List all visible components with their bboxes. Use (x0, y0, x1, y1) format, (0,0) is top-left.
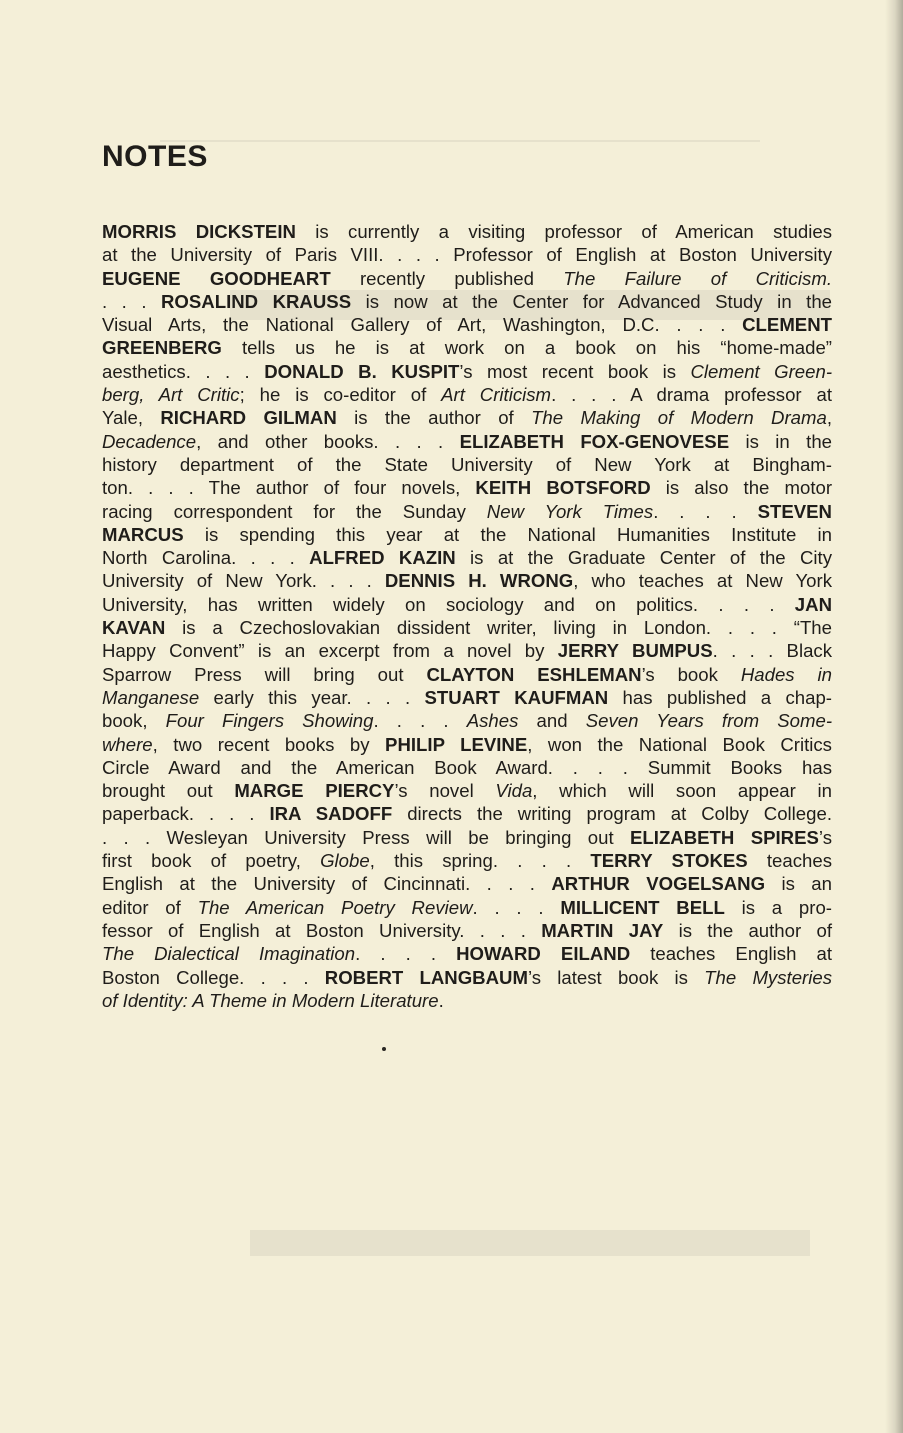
note-text: . . . . (373, 710, 467, 732)
book-title: Four Fingers Showing (165, 710, 374, 732)
note-text: Circle Award and the American Book Award. . . . Summit Books has (102, 756, 832, 778)
note-text: Visual Arts, the National Gallery of Art, Washington, D.C. . . . (102, 314, 743, 336)
note-text: , (826, 407, 832, 429)
notes-line (102, 453, 832, 476)
note-text: ton. . . . The author of four novels, (102, 477, 476, 499)
contributor-name: JERRY BUMPUS (557, 640, 713, 662)
note-text: is also the motor (650, 477, 833, 499)
notes-line (102, 313, 832, 336)
contributor-name: CLAYTON ESHLEMAN (426, 663, 642, 685)
note-text: . . . Wesleyan University Press will be bringing out (102, 826, 631, 848)
contributor-name: GREENBERG (102, 337, 222, 359)
contributor-name: KEITH BOTSFORD (475, 477, 651, 499)
note-text: is now at the Center for Advanced Study in the (351, 290, 833, 312)
page-title: NOTES (102, 140, 208, 173)
note-text: brought out (102, 780, 235, 802)
note-text: University, has written widely on sociology and on politics. . . . (102, 593, 795, 615)
note-text: ’s book (641, 663, 741, 685)
note-text: is spending this year at the National Humanities Institute in (183, 523, 832, 545)
note-text: Sparrow Press will bring out (102, 663, 427, 685)
notes-line (102, 267, 832, 290)
notes-line (102, 569, 832, 592)
note-text: at the University of Paris VIII. . . . Professor of English at Boston University (102, 244, 832, 266)
contributor-name: RICHARD GILMAN (160, 407, 337, 429)
book-title: where (102, 733, 153, 755)
note-text: ’s (818, 826, 832, 848)
note-text: editor of (102, 896, 198, 918)
note-text: ; he is co-editor of (239, 384, 442, 406)
notes-line (102, 896, 832, 919)
note-text: . . . . (472, 896, 561, 918)
note-text: , and other books. . . . (196, 430, 460, 452)
book-title: The Making of Modern Drama (531, 407, 827, 429)
note-text: ’s novel (394, 780, 496, 802)
note-text: first book of poetry, (102, 850, 321, 872)
note-text: tells us he is at work on a book on his “home-made” (221, 337, 832, 359)
contributor-name: PHILIP LEVINE (385, 733, 528, 755)
book-title: The Dialectical Imagination (102, 943, 356, 965)
notes-line (102, 663, 832, 686)
notes-paragraph (102, 220, 832, 1012)
contributor-name: EUGENE GOODHEART (102, 267, 331, 289)
notes-line (102, 709, 832, 732)
note-text: University of New York. . . . (102, 570, 385, 592)
notes-line (102, 989, 832, 1012)
notes-line (102, 872, 832, 895)
note-text: is in the (729, 430, 833, 452)
notes-line (102, 360, 832, 383)
note-text: and (518, 710, 586, 732)
book-title: The Mysteries (704, 966, 832, 988)
contributor-name: MARCUS (102, 523, 184, 545)
note-text: is an (765, 873, 832, 895)
notes-line (102, 220, 832, 243)
contributor-name: ROBERT LANGBAUM (324, 966, 528, 988)
note-text: North Carolina. . . . (102, 547, 310, 569)
contributor-name: HOWARD EILAND (456, 943, 631, 965)
notes-line (102, 919, 832, 942)
contributor-name: MARTIN JAY (541, 919, 664, 941)
note-text: teaches English at (630, 943, 833, 965)
book-title: Hades in (740, 663, 833, 685)
contributor-name: KAVAN (102, 617, 166, 639)
note-text: . . . . A drama professor at (551, 384, 832, 406)
note-text: , won the National Book Critics (527, 733, 832, 755)
contributor-name: JAN (794, 593, 832, 615)
contributor-name: ELIZABETH FOX-GENOVESE (459, 430, 730, 452)
note-text: Happy Convent” is an excerpt from a novel by (102, 640, 558, 662)
note-text: , who teaches at New York (573, 570, 833, 592)
notes-line (102, 639, 832, 662)
note-text: aesthetics. . . . (102, 360, 265, 382)
notes-line (102, 686, 832, 709)
contributor-name: MORRIS DICKSTEIN (102, 221, 296, 242)
contributor-name: STEVEN (757, 500, 832, 522)
notes-line (102, 733, 832, 756)
note-text: is currently a visiting professor of American studies (295, 221, 832, 242)
note-text: . . . . (653, 500, 758, 522)
note-text: . . . (102, 290, 161, 312)
contributor-name: MARGE PIERCY (234, 780, 395, 802)
notes-line (102, 430, 832, 453)
book-title: Globe (320, 850, 370, 872)
note-text: , this spring. . . . (369, 850, 591, 872)
notes-line (102, 523, 832, 546)
notes-line (102, 406, 832, 429)
book-title: Manganese (102, 686, 200, 708)
notes-line (102, 942, 832, 965)
note-text: book, (102, 710, 166, 732)
ink-speck (382, 1047, 386, 1051)
book-title: berg, Art Critic (102, 384, 240, 406)
notes-line (102, 500, 832, 523)
book-title: Decadence (102, 430, 197, 452)
note-text: history department of the State University of New York at Bingham- (102, 453, 832, 475)
contributor-name: DONALD B. KUSPIT (264, 360, 460, 382)
note-text: is a Czechoslovakian dissident writer, living in London. . . . “The (165, 617, 832, 639)
notes-line (102, 383, 832, 406)
book-title: Seven Years from Some- (585, 710, 833, 732)
notes-line (102, 849, 832, 872)
note-text: Yale, (102, 407, 161, 429)
note-text: recently published (330, 267, 564, 289)
note-text: English at the University of Cincinnati. . . . (102, 873, 552, 895)
note-text: fessor of English at Boston University. . . . (102, 919, 542, 941)
book-title: Vida (495, 780, 533, 802)
contributor-name: ALFRED KAZIN (309, 547, 456, 569)
contributor-name: IRA SADOFF (269, 803, 393, 825)
contributor-name: MILLICENT BELL (560, 896, 725, 918)
note-text: is a pro- (724, 896, 832, 918)
book-title: New York Times (486, 500, 654, 522)
book-title: The Failure of Criticism. (563, 267, 832, 289)
contributor-name: STUART KAUFMAN (424, 686, 609, 708)
note-text: has published a chap- (608, 686, 832, 708)
note-text: . (438, 989, 444, 1011)
contributor-name: ELIZABETH SPIRES (630, 826, 819, 848)
contributor-name: ROSALIND KRAUSS (160, 290, 352, 312)
note-text: is at the Graduate Center of the City (455, 547, 832, 569)
notes-line (102, 616, 832, 639)
notes-line (102, 476, 832, 499)
note-text: . . . . (355, 943, 457, 965)
note-text: is the author of (663, 919, 832, 941)
note-text: paperback. . . . (102, 803, 270, 825)
note-text: is the author of (336, 407, 532, 429)
note-text: , which will soon appear in (532, 780, 833, 802)
note-text: Boston College. . . . (102, 966, 325, 988)
book-title: of Identity: A Theme in Modern Literature (102, 989, 439, 1011)
contributor-name: ARTHUR VOGELSANG (551, 873, 766, 895)
note-text: , two recent books by (152, 733, 386, 755)
note-text: teaches (747, 850, 833, 872)
contributor-name: DENNIS H. WRONG (384, 570, 574, 592)
contributor-name: CLEMENT (742, 314, 832, 336)
notes-line (102, 546, 832, 569)
book-title: The American Poetry Review (197, 896, 473, 918)
note-text: ’s latest book is (527, 966, 705, 988)
book-title: Clement Green- (690, 360, 833, 382)
notes-line (102, 966, 832, 989)
notes-line (102, 336, 832, 359)
note-text: racing correspondent for the Sunday (102, 500, 487, 522)
notes-line (102, 593, 832, 616)
notes-line (102, 243, 832, 266)
notes-line (102, 802, 832, 825)
book-title: Art Criticism (441, 384, 552, 406)
notes-line (102, 826, 832, 849)
book-title: Ashes (466, 710, 519, 732)
notes-line (102, 756, 832, 779)
note-text: . . . . Black (712, 640, 833, 662)
notes-line (102, 779, 832, 802)
contributor-name: TERRY STOKES (590, 850, 748, 872)
notes-line (102, 290, 832, 313)
note-text: directs the writing program at Colby College. (392, 803, 832, 825)
note-text: ’s most recent book is (459, 360, 691, 382)
page-edge-shadow (885, 0, 903, 1433)
note-text: early this year. . . . (199, 686, 425, 708)
